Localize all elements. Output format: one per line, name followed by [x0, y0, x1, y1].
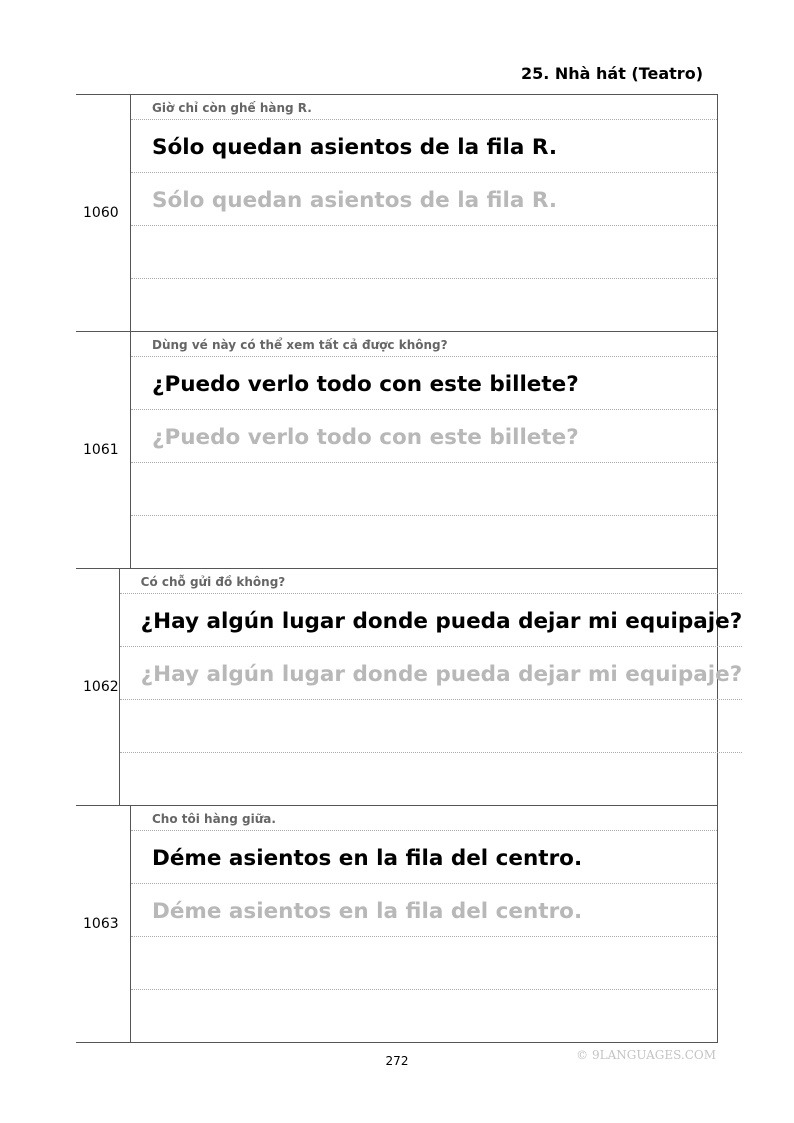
entry-number: 1063: [76, 806, 131, 1042]
blank-writing-line: [120, 753, 743, 805]
page-number: 272: [385, 1054, 409, 1068]
trace-sentence: Sólo quedan asientos de la fila R.: [131, 173, 717, 226]
entry-1061: [76, 332, 717, 569]
blank-writing-line: [131, 226, 717, 279]
blank-writing-line: [131, 463, 717, 516]
writing-lines: [131, 332, 717, 568]
hint-text: Dùng vé này có thể xem tất cả được không?: [131, 332, 717, 357]
hint-text: Cho tôi hàng giữa.: [131, 806, 717, 831]
entry-number: 1061: [76, 332, 131, 568]
copyright-watermark: © 9LANGUAGES.COM: [576, 1048, 716, 1062]
page-title: 25. Nhà hát (Teatro): [520, 64, 703, 83]
sentence-text: ¿Hay algún lugar donde pueda dejar mi equipaje?: [120, 594, 743, 647]
hint-text: Giờ chỉ còn ghế hàng R.: [131, 95, 717, 120]
blank-writing-line: [131, 937, 717, 990]
blank-writing-line: [131, 279, 717, 331]
entry-1060: [76, 95, 717, 332]
hint-text: Có chỗ gửi đồ không?: [120, 569, 743, 594]
trace-sentence: ¿Puedo verlo todo con este billete?: [131, 410, 717, 463]
worksheet-table: [76, 94, 743, 1043]
blank-writing-line: [131, 990, 717, 1042]
blank-writing-line: [131, 516, 717, 568]
writing-lines: [131, 806, 717, 1042]
trace-sentence: ¿Hay algún lugar donde pueda dejar mi equipaje?: [120, 647, 743, 700]
sentence-text: Déme asientos en la fila del centro.: [131, 831, 717, 884]
trace-sentence: Déme asientos en la fila del centro.: [131, 884, 717, 937]
writing-lines: [120, 569, 743, 805]
entry-number: 1062: [76, 569, 120, 805]
writing-lines: [131, 95, 717, 331]
entry-number: 1060: [76, 95, 131, 331]
entry-1063: [76, 806, 717, 1043]
sentence-text: Sólo quedan asientos de la fila R.: [131, 120, 717, 173]
blank-writing-line: [120, 700, 743, 753]
sentence-text: ¿Puedo verlo todo con este billete?: [131, 357, 717, 410]
entry-1062: [76, 569, 743, 806]
